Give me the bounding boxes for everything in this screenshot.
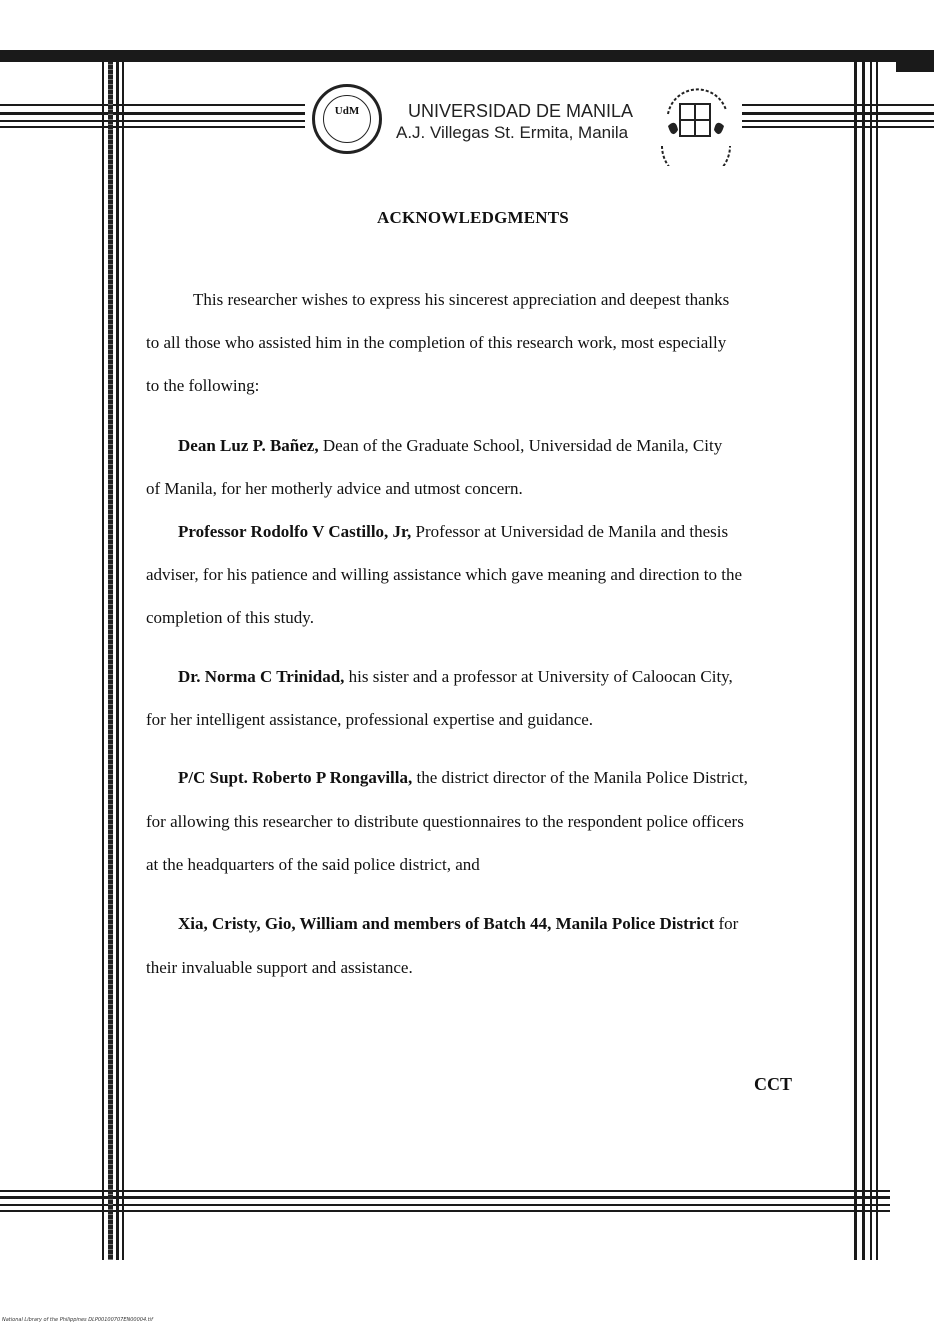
ack-item-director-line-1: P/C Supt. Roberto P Rongavilla, the district director of the Manila Police District, (178, 768, 748, 787)
ack-item-dean-line-1: Dean Luz P. Bañez, Dean of the Graduate School, Universidad de Manila, City (178, 436, 723, 455)
intro-line-1: This researcher wishes to express his sincerest appreciation and deepest thanks (193, 290, 730, 309)
ack-item-director-line-2: for allowing this researcher to distribute questionnaires to the respondent police officers (146, 812, 744, 831)
university-address: A.J. Villegas St. Ermita, Manila (396, 123, 629, 142)
intro-line-2: to all those who assisted him in the completion of this research work, most especially (146, 333, 727, 352)
scan-footer: National Library of the Philippines DLP00100707EN00004.tif (2, 1317, 153, 1323)
university-seal-icon: UdM (312, 84, 382, 154)
college-seal-icon (654, 86, 738, 166)
ack-item-batch-line-2: their invaluable support and assistance. (146, 958, 413, 977)
page-title: ACKNOWLEDGMENTS (377, 208, 569, 227)
author-initials: CCT (754, 1074, 793, 1094)
ack-item-sister-line-1: Dr. Norma C Trinidad, his sister and a professor at University of Caloocan City, (178, 667, 733, 686)
university-name: UNIVERSIDAD DE MANILA (408, 101, 634, 121)
ack-item-director-line-3: at the headquarters of the said police district, and (146, 855, 480, 874)
ack-item-adviser-line-2: adviser, for his patience and willing assistance which gave meaning and direction to the (146, 565, 743, 584)
ack-item-adviser-line-3: completion of this study. (146, 608, 314, 627)
intro-line-3: to the following: (146, 376, 260, 395)
ack-name: Dean Luz P. Bañez, (178, 436, 319, 455)
ack-item-dean-line-2: of Manila, for her motherly advice and utmost concern. (146, 479, 523, 498)
ack-item-sister-line-2: for her intelligent assistance, professional expertise and guidance. (146, 710, 594, 729)
ack-item-batch-line-1: Xia, Cristy, Gio, William and members of Batch 44, Manila Police District for (178, 914, 739, 933)
ack-item-adviser-line-1: Professor Rodolfo V Castillo, Jr, Professor at Universidad de Manila and thesis (178, 522, 729, 541)
ack-name: Dr. Norma C Trinidad, (178, 667, 345, 686)
ack-name: P/C Supt. Roberto P Rongavilla, (178, 768, 413, 787)
ack-name: Professor Rodolfo V Castillo, Jr, (178, 522, 412, 541)
ack-name: Xia, Cristy, Gio, William and members of Batch 44, Manila Police District (178, 914, 715, 933)
